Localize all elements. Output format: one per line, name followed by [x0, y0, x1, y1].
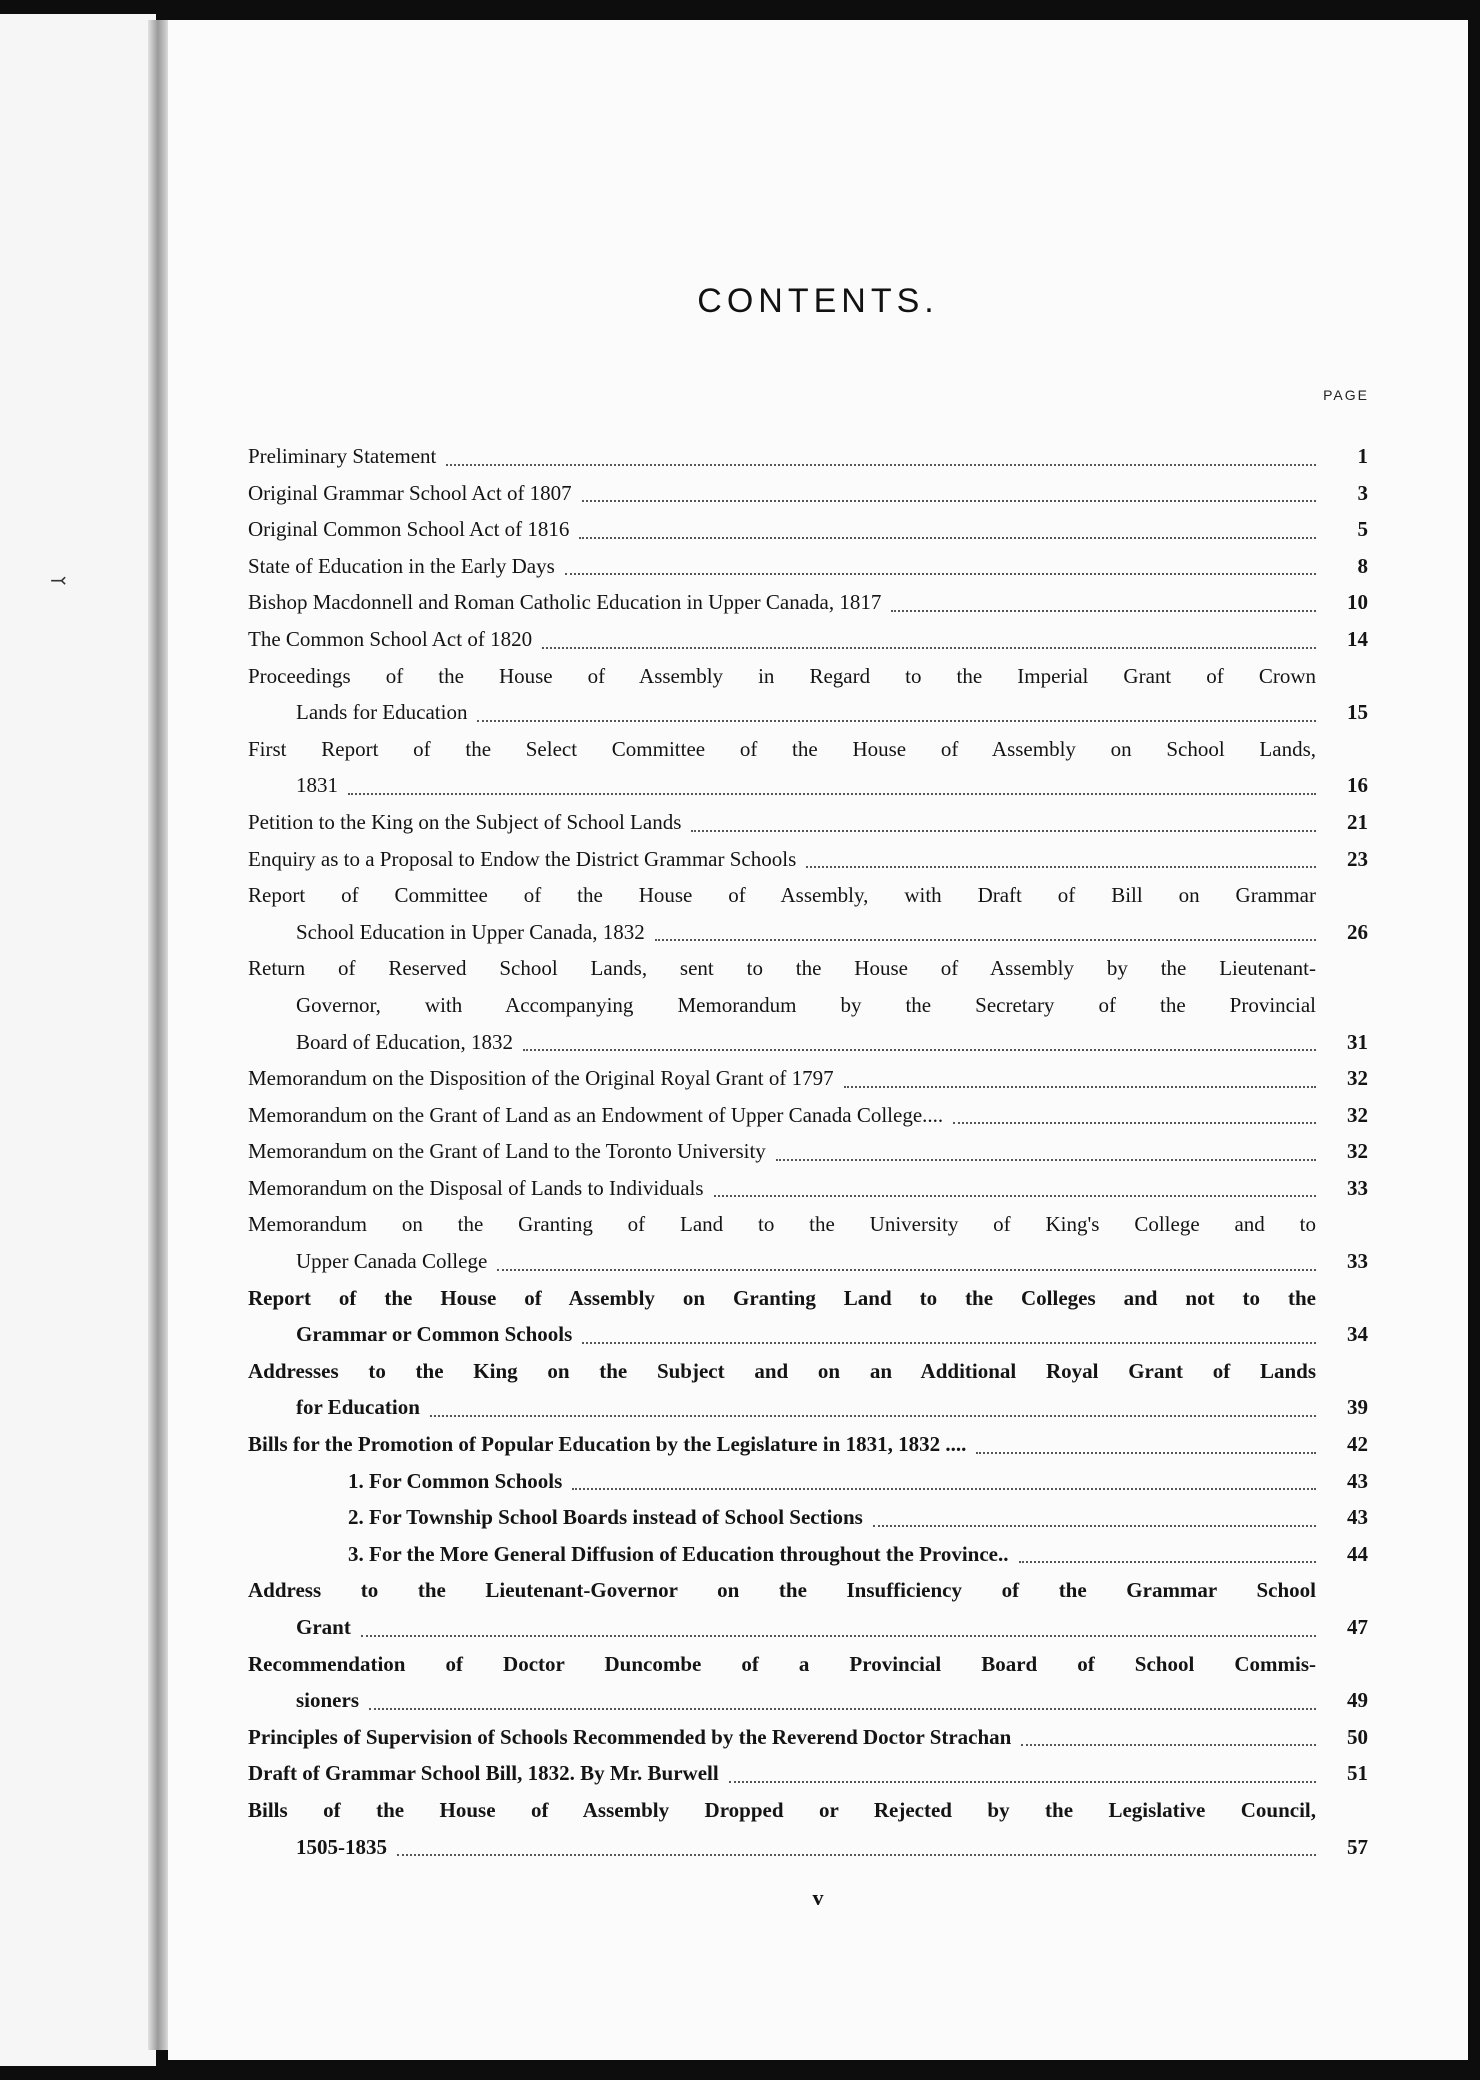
toc-entry-title: Draft of Grammar School Bill, 1832. By Mr. Burwell	[248, 1761, 719, 1786]
toc-entry-line: Return of Reserved School Lands, sent to the House of Assembly by the Lieutenant-	[248, 956, 1316, 981]
dot-leader	[873, 1525, 1316, 1527]
toc-entry	[248, 1316, 1368, 1353]
toc-entry	[248, 1682, 1368, 1719]
dot-leader	[565, 573, 1316, 575]
dot-leader	[446, 464, 1316, 466]
toc-entry	[248, 1609, 1368, 1646]
toc-page-number: 5	[1357, 517, 1368, 542]
toc-entry	[248, 1024, 1368, 1061]
dot-leader	[776, 1159, 1316, 1161]
toc-page-number: 39	[1347, 1395, 1368, 1420]
toc-entry-multiline	[248, 877, 1368, 950]
toc-entry-title: sioners	[296, 1688, 359, 1713]
toc-page-number: 47	[1347, 1615, 1368, 1639]
toc-page-number: 15	[1347, 700, 1368, 725]
book-page	[168, 20, 1468, 2060]
toc-entry-multiline	[248, 1792, 1368, 1865]
toc-page-number: 10	[1347, 590, 1368, 615]
toc-entry-multiline	[248, 1646, 1368, 1719]
toc-entry-title: 1505-1835	[296, 1834, 387, 1859]
toc-entry-title: Grammar or Common Schools	[296, 1322, 573, 1347]
dot-leader	[655, 939, 1316, 941]
toc-entry-title: Memorandum on the Disposal of Lands to Individuals	[248, 1175, 704, 1200]
toc-entry-title: Original Common School Act of 1816	[248, 517, 570, 542]
dot-leader	[729, 1781, 1316, 1783]
toc-page-number: 32	[1347, 1102, 1368, 1127]
toc-entry	[248, 475, 1368, 512]
dot-leader	[477, 720, 1316, 722]
toc-entry-title: Bishop Macdonnell and Roman Catholic Education in Upper Canada, 1817	[248, 590, 882, 615]
toc-entry	[248, 1243, 1368, 1280]
toc-entry	[248, 1060, 1368, 1097]
toc-entry-multiline	[248, 731, 1368, 804]
toc-entry-line: First Report of the Select Committee of the House of Assembly on School Lands,	[248, 736, 1316, 761]
toc-page-number: 31	[1347, 1029, 1368, 1054]
toc-entry-title: 2. For Township School Boards instead of School Sections	[348, 1505, 863, 1530]
margin-mark: ⤙	[50, 570, 67, 592]
toc-entry	[248, 841, 1368, 878]
dot-leader	[397, 1854, 1316, 1856]
page-title: CONTENTS.	[697, 282, 939, 320]
toc-entry-title: Upper Canada College	[296, 1249, 488, 1274]
toc-page-number: 14	[1347, 626, 1368, 651]
toc-entry-title: Grant	[296, 1615, 351, 1639]
toc-entry	[248, 1536, 1368, 1573]
toc-entry-title: Preliminary Statement	[248, 444, 437, 468]
toc-entry-multiline	[248, 658, 1368, 731]
toc-entry-line: Report of Committee of the House of Assembly, with Draft of Bill on Grammar	[248, 883, 1316, 908]
toc-page-number: 32	[1347, 1139, 1368, 1164]
toc-entry-title: Memorandum on the Grant of Land as an Endowment of Upper Canada College....	[248, 1102, 944, 1127]
toc-entry	[248, 1829, 1368, 1866]
dot-leader	[369, 1708, 1316, 1710]
toc-entry-title: State of Education in the Early Days	[248, 553, 555, 578]
dot-leader	[430, 1415, 1316, 1417]
toc-page-number: 16	[1347, 773, 1368, 798]
table-of-contents	[248, 438, 1368, 1865]
toc-entry	[248, 548, 1368, 585]
toc-page-number: 34	[1347, 1322, 1368, 1347]
dot-leader	[582, 1342, 1316, 1344]
toc-page-number: 33	[1347, 1249, 1368, 1274]
toc-entry-title: Original Grammar School Act of 1807	[248, 480, 572, 505]
toc-entry-title: for Education	[296, 1395, 420, 1420]
toc-page-number: 8	[1357, 553, 1368, 578]
toc-page-number: 44	[1347, 1541, 1368, 1566]
toc-entry-title: 3. For the More General Diffusion of Education throughout the Province..	[348, 1541, 1009, 1566]
toc-page-number: 57	[1347, 1834, 1368, 1859]
toc-entry-multiline	[248, 1280, 1368, 1353]
page-column-heading: PAGE	[1323, 387, 1369, 403]
toc-entry-multiline	[248, 1572, 1368, 1645]
toc-entry-title: 1. For Common Schools	[348, 1468, 563, 1493]
toc-page-number: 26	[1347, 919, 1368, 944]
toc-entry-title: 1831	[296, 773, 338, 798]
toc-entry-line: Address to the Lieutenant-Governor on the Insufficiency of the Grammar School	[248, 1578, 1316, 1603]
toc-entry	[248, 804, 1368, 841]
page-number-footer: v	[812, 1885, 824, 1910]
toc-entry-title: School Education in Upper Canada, 1832	[296, 919, 645, 944]
toc-page-number: 21	[1347, 809, 1368, 834]
toc-entry-line: Memorandum on the Granting of Land to the University of King's College and to	[248, 1212, 1316, 1237]
toc-page-number: 33	[1347, 1175, 1368, 1200]
toc-entry-multiline	[248, 1206, 1368, 1279]
dot-leader	[891, 610, 1316, 612]
dot-leader	[361, 1635, 1316, 1637]
toc-entry	[248, 694, 1368, 731]
toc-entry-line: Bills of the House of Assembly Dropped or Rejected by the Legislative Council,	[248, 1797, 1316, 1822]
dot-leader	[542, 647, 1316, 649]
toc-entry-title: Bills for the Promotion of Popular Education by the Legislature in 1831, 1832 ....	[248, 1432, 967, 1457]
toc-entry-title: Memorandum on the Disposition of the Original Royal Grant of 1797	[248, 1066, 834, 1091]
toc-entry	[248, 511, 1368, 548]
toc-entry-title: Enquiry as to a Proposal to Endow the District Grammar Schools	[248, 846, 797, 871]
facing-page	[0, 14, 156, 2066]
dot-leader	[691, 830, 1316, 832]
toc-entry	[248, 914, 1368, 951]
dot-leader	[953, 1122, 1316, 1124]
toc-entry	[248, 1755, 1368, 1792]
toc-page-number: 50	[1347, 1724, 1368, 1749]
toc-page-number: 42	[1347, 1432, 1368, 1457]
toc-entry	[248, 1463, 1368, 1500]
dot-leader	[976, 1452, 1316, 1454]
toc-entry-multiline	[248, 950, 1368, 1060]
dot-leader	[714, 1195, 1316, 1197]
toc-entry	[248, 1133, 1368, 1170]
dot-leader	[806, 866, 1316, 868]
toc-entry	[248, 1499, 1368, 1536]
dot-leader	[1019, 1561, 1316, 1563]
toc-entry-title: Petition to the King on the Subject of School Lands	[248, 809, 682, 834]
toc-entry-line: Governor, with Accompanying Memorandum by the Secretary of the Provincial	[296, 992, 1316, 1017]
toc-entry-multiline	[248, 1353, 1368, 1426]
dot-leader	[497, 1269, 1316, 1271]
toc-entry-line: Recommendation of Doctor Duncombe of a Provincial Board of School Commis-	[248, 1651, 1316, 1676]
toc-entry-line: Proceedings of the House of Assembly in Regard to the Imperial Grant of Crown	[248, 663, 1316, 688]
dot-leader	[844, 1086, 1316, 1088]
toc-page-number: 3	[1357, 480, 1368, 505]
toc-entry-line: Addresses to the King on the Subject and on an Additional Royal Grant of Lands	[248, 1358, 1316, 1383]
toc-page-number: 51	[1347, 1761, 1368, 1786]
toc-entry	[248, 1170, 1368, 1207]
toc-entry-line: Report of the House of Assembly on Granting Land to the Colleges and not to the	[248, 1285, 1316, 1310]
dot-leader	[582, 500, 1316, 502]
toc-page-number: 1	[1357, 444, 1368, 468]
toc-entry	[248, 621, 1368, 658]
toc-entry	[248, 1719, 1368, 1756]
book-gutter	[148, 20, 170, 2050]
toc-entry-title: Principles of Supervision of Schools Recommended by the Reverend Doctor Strachan	[248, 1724, 1012, 1749]
toc-page-number: 43	[1347, 1505, 1368, 1530]
dot-leader	[348, 793, 1316, 795]
toc-page-number: 43	[1347, 1468, 1368, 1493]
toc-page-number: 23	[1347, 846, 1368, 871]
toc-entry-title: Lands for Education	[296, 700, 468, 725]
toc-entry-title: Memorandum on the Grant of Land to the Toronto University	[248, 1139, 766, 1164]
toc-entry	[248, 1426, 1368, 1463]
dot-leader	[523, 1049, 1316, 1051]
toc-page-number: 32	[1347, 1066, 1368, 1091]
toc-page-number: 49	[1347, 1688, 1368, 1713]
toc-entry-title: Board of Education, 1832	[296, 1029, 513, 1054]
dot-leader	[579, 537, 1316, 539]
toc-entry	[248, 584, 1368, 621]
toc-entry	[248, 1097, 1368, 1134]
dot-leader	[572, 1488, 1316, 1490]
toc-entry-title: The Common School Act of 1820	[248, 626, 533, 651]
toc-entry	[248, 1389, 1368, 1426]
toc-entry	[248, 767, 1368, 804]
dot-leader	[1021, 1744, 1316, 1746]
toc-entry	[248, 438, 1368, 475]
